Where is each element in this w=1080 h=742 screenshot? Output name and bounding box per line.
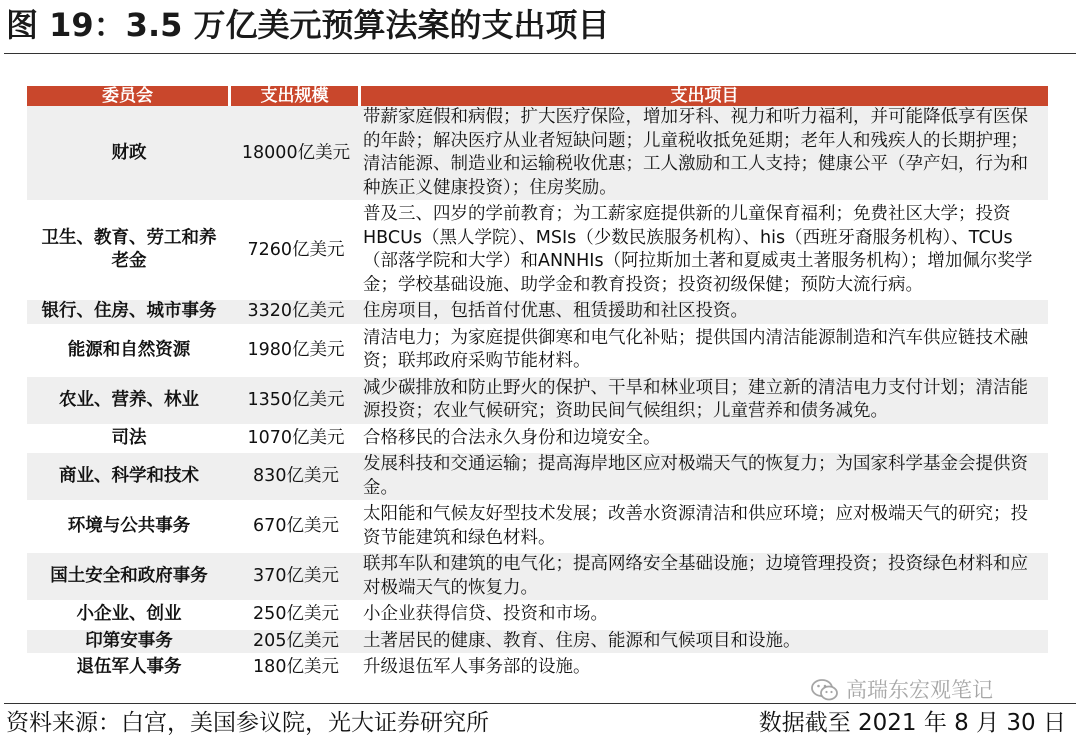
title-divider [4,53,1076,54]
items-cell: 住房项目，包括首付优惠、租赁援助和社区投资。 [361,300,1048,327]
items-cell: 太阳能和气候友好型技术发展；改善水资源清洁和供应环境；应对极端天气的研究；投资节能建筑和绿色材料。 [361,503,1048,553]
header-committee: 委员会 [27,86,231,106]
data-date: 数据截至 2021 年 8 月 30 日 [758,710,1066,736]
committee-cell: 商业、科学和技术 [27,453,231,503]
table-row [27,106,1048,203]
items-cell: 合格移民的合法永久身份和边境安全。 [361,427,1048,454]
amount-cell: 670亿美元 [231,503,361,553]
amount-cell: 250亿美元 [231,603,361,630]
figure-title: 图 19：3.5 万亿美元预算法案的支出项目 [6,6,610,44]
table-row [27,377,1048,427]
watermark [810,676,993,704]
committee-cell: 农业、营养、林业 [27,377,231,427]
header-items: 支出项目 [361,86,1048,106]
committee-cell: 司法 [27,427,231,454]
wechat-icon [810,678,840,702]
budget-table [27,86,1048,683]
table-row [27,427,1048,454]
watermark-text: 高瑞东宏观笔记 [846,678,993,702]
table-row [27,453,1048,503]
items-cell: 升级退伍军人事务部的设施。 [361,656,1048,683]
items-cell: 普及三、四岁的学前教育；为工薪家庭提供新的儿童保育福利；免费社区大学；投资HBCUs（黑人学院）、MSIs（少数民族服务机构）、his（西班牙裔服务机构）、TCUs（部落学院和大学）和ANNHIs（阿拉斯加土著和夏威夷土著服务机构）；增加佩尔奖学金；学校基础设施、助学金和教育投资；投资初级保健；预防大流行病。 [361,203,1048,300]
source-note: 资料来源：白宫，美国参议院，光大证券研究所 [6,710,489,736]
committee-cell: 小企业、创业 [27,603,231,630]
items-cell: 清洁电力；为家庭提供御寒和电气化补贴；提供国内清洁能源制造和汽车供应链技术融资；联邦政府采购节能材料。 [361,327,1048,377]
table-row [27,300,1048,327]
table-row [27,603,1048,630]
table-row [27,503,1048,553]
table-header-row [27,86,1048,106]
committee-cell: 能源和自然资源 [27,327,231,377]
table-row [27,327,1048,377]
amount-cell: 7260亿美元 [231,203,361,300]
amount-cell: 205亿美元 [231,630,361,657]
amount-cell: 830亿美元 [231,453,361,503]
table-row [27,203,1048,300]
committee-cell: 环境与公共事务 [27,503,231,553]
items-cell: 联邦车队和建筑的电气化；提高网络安全基础设施；边境管理投资；投资绿色材料和应对极端天气的恢复力。 [361,553,1048,603]
committee-cell: 卫生、教育、劳工和养老金 [27,203,231,300]
committee-cell: 银行、住房、城市事务 [27,300,231,327]
amount-cell: 370亿美元 [231,553,361,603]
amount-cell: 3320亿美元 [231,300,361,327]
items-cell: 土著居民的健康、教育、住房、能源和气候项目和设施。 [361,630,1048,657]
committee-cell: 印第安事务 [27,630,231,657]
committee-cell: 退伍军人事务 [27,656,231,683]
amount-cell: 1350亿美元 [231,377,361,427]
amount-cell: 1980亿美元 [231,327,361,377]
items-cell: 小企业获得信贷、投资和市场。 [361,603,1048,630]
amount-cell: 1070亿美元 [231,427,361,454]
table-row [27,630,1048,657]
committee-cell: 财政 [27,106,231,203]
items-cell: 发展科技和交通运输；提高海岸地区应对极端天气的恢复力；为国家科学基金会提供资金。 [361,453,1048,503]
header-amount: 支出规模 [231,86,361,106]
footer-divider [4,703,1076,704]
items-cell: 带薪家庭假和病假；扩大医疗保险，增加牙科、视力和听力福利，并可能降低享有医保的年龄；解决医疗从业者短缺问题；儿童税收抵免延期；老年人和残疾人的长期护理；清洁能源、制造业和运输税收优惠；工人激励和工人支持；健康公平（孕产妇，行为和种族正义健康投资）；住房奖励。 [361,106,1048,203]
items-cell: 减少碳排放和防止野火的保护、干旱和林业项目；建立新的清洁电力支付计划；清洁能源投资；农业气候研究；资助民间气候组织；儿童营养和债务减免。 [361,377,1048,427]
committee-cell: 国土安全和政府事务 [27,553,231,603]
amount-cell: 180亿美元 [231,656,361,683]
table-row [27,553,1048,603]
amount-cell: 18000亿美元 [231,106,361,203]
